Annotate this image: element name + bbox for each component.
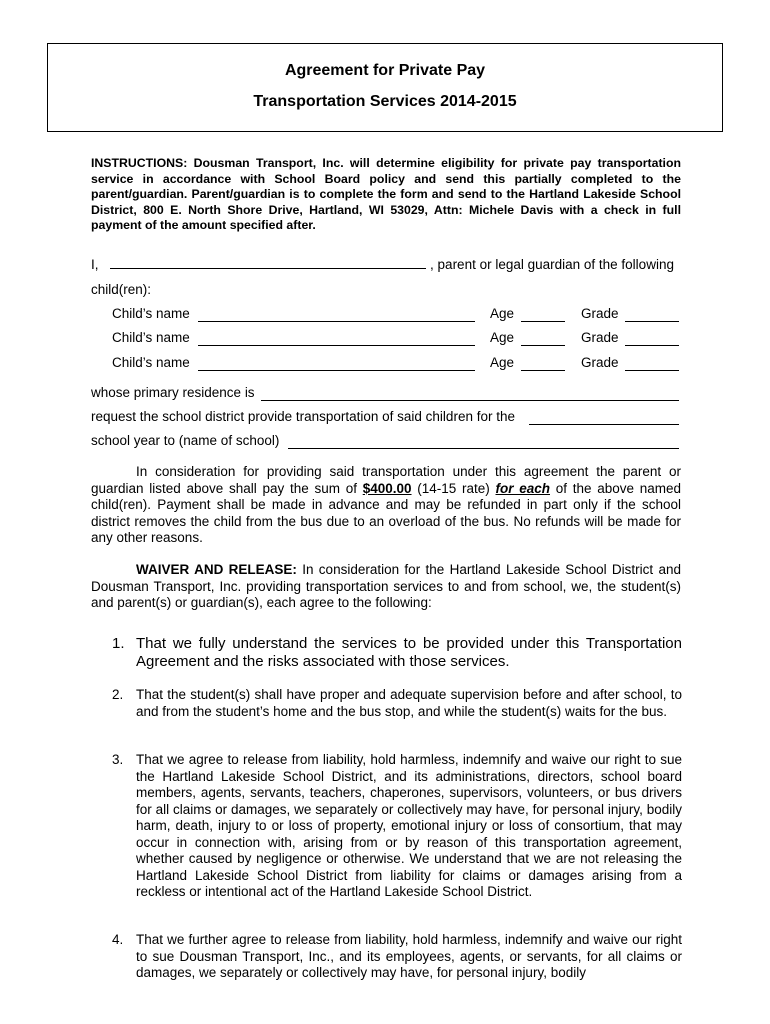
grade-label: Grade	[581, 330, 619, 345]
child-name-label: Child’s name	[112, 355, 190, 370]
residence-line	[91, 385, 681, 400]
grade-label: Grade	[581, 306, 619, 321]
request-line	[91, 409, 681, 424]
age-field[interactable]	[521, 369, 565, 371]
consideration-text-3: of the above named child(ren). Payment shall be made in advance and may be refunded in part only if the school district removes the child from the bus due to an overload of the bus. No refunds will be made for any other reasons.	[91, 480, 681, 545]
list-text: That we further agree to release from liability, hold harmless, indemnify and waive our right to sue Dousman Transport, Inc., and its employees, agents, or servants, for all claims or damages, we separately or collectively may have, for personal injury, bodily	[136, 932, 682, 980]
age-field[interactable]	[521, 320, 565, 322]
waiver-text: In consideration for the Hartland Lakeside School District and Dousman Transport, Inc. providing transportation services to and from school, we, the student(s) and parent(s) or guardian(s), each agree to the following:	[91, 562, 681, 610]
list-text: That we agree to release from liability, hold harmless, indemnify and waive our right to sue the Hartland Lakeside School District, and its administrations, directors, school board members, agents, servants, teachers, chaperones, supervisors, volunteers, or bus drivers for all claims or damages, we separately or collectively may have, for personal injury, bodily harm, death, injury to or loss of property, emotional injury or loss of consortium, that may occur in connection with, arising from or by reason of this transportation agreement, whether caused by negligence or otherwise. We understand that we are not releasing the Hartland Lakeside School District from liability for claims or damages arising from a reckless or intentional act of the Hartland Lakeside School District.	[136, 752, 682, 899]
consideration-text-1: In consideration for providing said transportation under this agreement the parent or guardian listed above shall pay the sum of	[91, 464, 681, 496]
consideration-text-2: (14-15 rate)	[411, 480, 496, 496]
guardian-prefix: I,	[91, 257, 99, 272]
guardian-suffix: , parent or legal guardian of the following	[430, 257, 674, 272]
school-name-field[interactable]	[288, 447, 679, 449]
children-label: child(ren):	[91, 282, 152, 297]
instructions: INSTRUCTIONS: Dousman Transport, Inc. will determine eligibility for private pay transportation service in accordance with School Board policy and send this partially completed to the parent/guardian. Parent/guardian is to complete the form and send to the Hartland Lakeside School District, 800 E. North Shore Drive, Hartland, WI 53029, Attn: Michele Davis with a check in full payment of the amount specified after.	[91, 156, 681, 232]
for-each-emphasis: for each	[495, 480, 550, 496]
child-name-field[interactable]	[198, 344, 475, 346]
child-name-label: Child’s name	[112, 306, 190, 321]
school-year-label: school year to (name of school)	[91, 433, 280, 448]
list-number: 1.	[112, 635, 125, 652]
grade-field[interactable]	[625, 344, 679, 346]
child-name-field[interactable]	[198, 320, 475, 322]
school-year-line	[91, 433, 681, 448]
payment-amount: $400.00	[362, 480, 412, 496]
list-text: That we fully understand the services to be provided under this Transportation Agreement and the risks associated with those services.	[136, 635, 682, 670]
grade-field[interactable]	[625, 369, 679, 371]
list-number: 2.	[112, 687, 124, 702]
age-label: Age	[490, 306, 515, 321]
child-name-label: Child’s name	[112, 330, 190, 345]
grade-label: Grade	[581, 355, 619, 370]
residence-label: whose primary residence is	[91, 385, 255, 400]
residence-field[interactable]	[261, 399, 679, 401]
guardian-line	[91, 257, 681, 272]
child-name-field[interactable]	[198, 369, 475, 371]
age-field[interactable]	[521, 344, 565, 346]
title-line-1: Agreement for Private Pay	[284, 62, 486, 79]
title-line-2: Transportation Services 2014-2015	[253, 93, 517, 110]
list-number: 3.	[112, 752, 124, 767]
waiver-heading: WAIVER AND RELEASE:	[136, 562, 297, 577]
guardian-name-field[interactable]	[110, 267, 426, 269]
list-number: 4.	[112, 932, 124, 947]
request-label: request the school district provide transportation of said children for the	[91, 409, 515, 424]
grade-field[interactable]	[625, 320, 679, 322]
list-text: That the student(s) shall have proper and adequate supervision before and after school, to and from the student’s home and the bus stop, and while the student(s) waits for the bus.	[136, 687, 682, 719]
consideration-paragraph	[91, 464, 681, 547]
age-label: Age	[490, 355, 515, 370]
waiver-paragraph	[91, 562, 681, 612]
school-year-field[interactable]	[529, 423, 679, 425]
title-box	[47, 43, 723, 132]
age-label: Age	[490, 330, 515, 345]
